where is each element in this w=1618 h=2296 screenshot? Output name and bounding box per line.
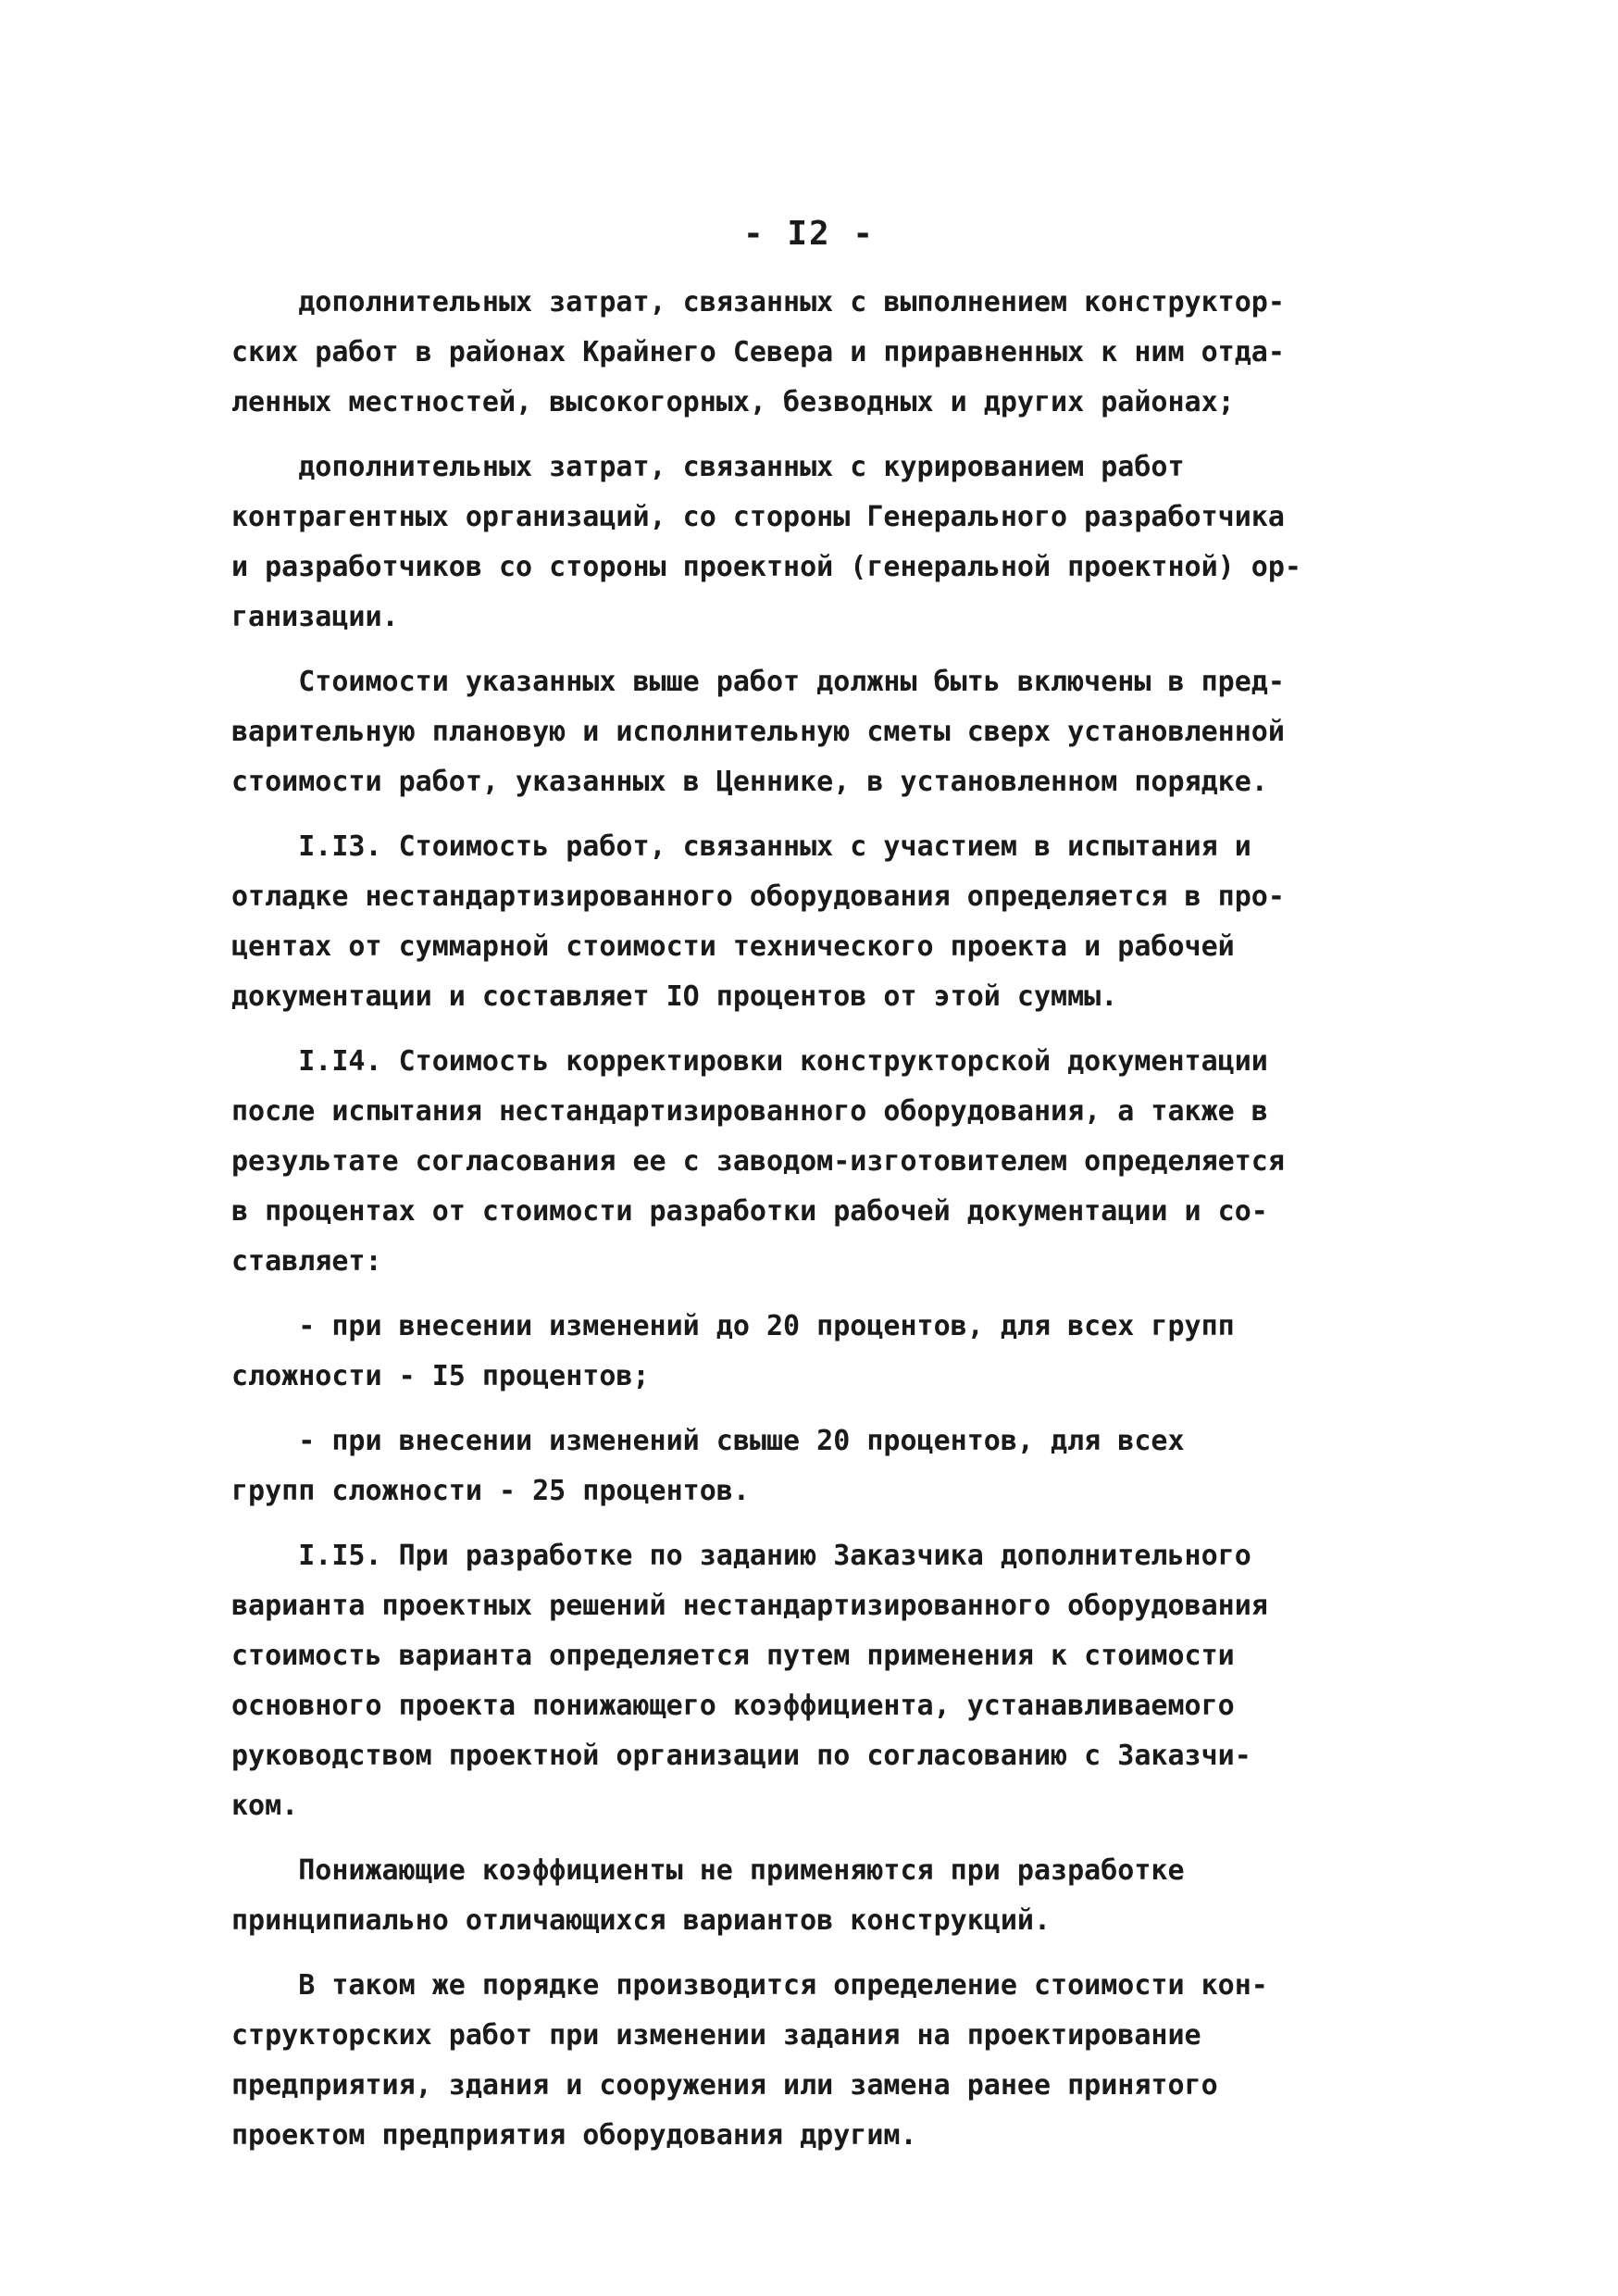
paragraph-gap: [231, 428, 1407, 443]
text-line: результате согласования ее с заводом-изготовителем определяется: [231, 1145, 1285, 1178]
paragraph: [231, 657, 1407, 807]
paragraph: [231, 1302, 1407, 1402]
text-line: I.I4. Стоимость корректировки конструкторской документации: [231, 1045, 1268, 1078]
page-number: - I2 -: [742, 215, 876, 253]
paragraph-gap: [231, 1287, 1407, 1302]
text-line: стоимость варианта определяется путем применения к стоимости: [231, 1640, 1235, 1672]
text-line: варианта проектных решений нестандартизированного оборудования: [231, 1590, 1268, 1622]
text-line: варительную плановую и исполнительную сметы сверх установленной: [231, 716, 1285, 748]
paragraph: [231, 1037, 1407, 1287]
paragraph: [231, 278, 1407, 428]
paragraph-gap: [231, 1831, 1407, 1846]
paragraph: [231, 443, 1407, 643]
text-line: ставляет:: [231, 1245, 382, 1278]
text-line: дополнительных затрат, связанных с выполнением конструктор-: [231, 286, 1285, 318]
text-line: и разработчиков со стороны проектной (генеральной проектной) ор-: [231, 551, 1301, 583]
paragraph: [231, 1846, 1407, 1946]
text-line: отладке нестандартизированного оборудования определяется в про-: [231, 880, 1285, 913]
paragraph-gap: [231, 643, 1407, 657]
text-line: проектом предприятия оборудования другим.: [231, 2119, 917, 2152]
text-line: документации и составляет IO процентов от этой суммы.: [231, 980, 1118, 1013]
text-line: после испытания нестандартизированного оборудования, а также в: [231, 1095, 1268, 1128]
paragraph-gap: [231, 1946, 1407, 1961]
text-line: Понижающие коэффициенты не применяются при разработке: [231, 1854, 1185, 1887]
text-line: групп сложности - 25 процентов.: [231, 1475, 750, 1507]
paragraph: [231, 1961, 1407, 2161]
text-line: I.I3. Стоимость работ, связанных с участием в испытания и: [231, 830, 1251, 863]
text-line: Стоимости указанных выше работ должны быть включены в пред-: [231, 666, 1285, 698]
document-body: [231, 278, 1407, 2161]
text-line: ских работ в районах Крайнего Севера и приравненных к ним отда-: [231, 336, 1285, 368]
text-line: предприятия, здания и сооружения или замена ранее принятого: [231, 2069, 1218, 2102]
text-line: руководством проектной организации по согласованию с Заказчи-: [231, 1740, 1251, 1772]
paragraph: [231, 822, 1407, 1022]
text-line: структорских работ при изменении задания на проектирование: [231, 2019, 1201, 2052]
text-line: ганизации.: [231, 601, 399, 633]
paragraph-gap: [231, 1402, 1407, 1416]
paragraph-gap: [231, 1022, 1407, 1037]
text-line: ленных местностей, высокогорных, безводных и других районах;: [231, 386, 1235, 418]
text-line: стоимости работ, указанных в Ценнике, в установленном порядке.: [231, 766, 1268, 798]
text-line: в процентах от стоимости разработки рабочей документации и со-: [231, 1195, 1268, 1228]
text-line: - при внесении изменений свыше 20 процентов, для всех: [231, 1425, 1185, 1457]
paragraph: [231, 1531, 1407, 1831]
text-line: дополнительных затрат, связанных с курированием работ: [231, 451, 1185, 483]
text-line: принципиально отличающихся вариантов конструкций.: [231, 1904, 1052, 1937]
text-line: контрагентных организаций, со стороны Генерального разработчика: [231, 501, 1285, 533]
text-line: центах от суммарной стоимости технического проекта и рабочей: [231, 930, 1235, 963]
text-line: сложности - I5 процентов;: [231, 1360, 650, 1392]
text-line: В таком же порядке производится определение стоимости кон-: [231, 1969, 1268, 2002]
text-line: I.I5. При разработке по заданию Заказчика дополнительного: [231, 1540, 1251, 1572]
paragraph-gap: [231, 807, 1407, 822]
paragraph-gap: [231, 1516, 1407, 1531]
paragraph: [231, 1416, 1407, 1516]
text-line: - при внесении изменений до 20 процентов, для всех групп: [231, 1310, 1235, 1342]
text-line: основного проекта понижающего коэффициента, устанавливаемого: [231, 1690, 1235, 1722]
text-line: ком.: [231, 1790, 299, 1822]
